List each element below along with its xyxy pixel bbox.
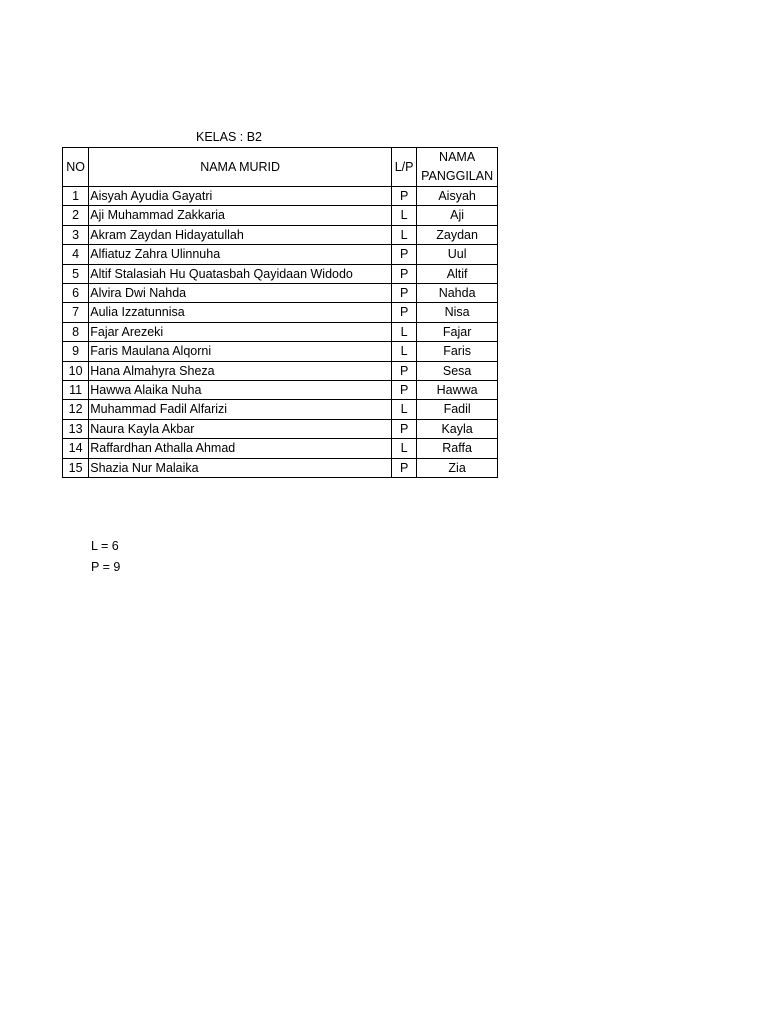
table-row bbox=[63, 361, 498, 380]
row-number: 15 bbox=[63, 458, 89, 477]
student-gender: L bbox=[392, 322, 417, 341]
table-row bbox=[63, 419, 498, 438]
row-number: 1 bbox=[63, 187, 89, 206]
table-row bbox=[63, 284, 498, 303]
student-gender: P bbox=[392, 284, 417, 303]
student-gender: P bbox=[392, 361, 417, 380]
student-name: Fajar Arezeki bbox=[89, 322, 392, 341]
student-name: Faris Maulana Alqorni bbox=[89, 342, 392, 361]
student-name: Naura Kayla Akbar bbox=[89, 419, 392, 438]
student-nickname: Nisa bbox=[417, 303, 498, 322]
header-name: NAMA MURID bbox=[89, 148, 392, 187]
student-name: Alfiatuz Zahra Ulinnuha bbox=[89, 245, 392, 264]
gender-summary bbox=[91, 536, 120, 577]
row-number: 13 bbox=[63, 419, 89, 438]
header-nickname-line2: PANGGILAN bbox=[421, 169, 494, 183]
student-nickname: Altif bbox=[417, 264, 498, 283]
student-nickname: Sesa bbox=[417, 361, 498, 380]
student-nickname: Aji bbox=[417, 206, 498, 225]
student-table bbox=[62, 147, 498, 478]
student-gender: L bbox=[392, 206, 417, 225]
student-nickname: Nahda bbox=[417, 284, 498, 303]
table-row bbox=[63, 458, 498, 477]
student-name: Altif Stalasiah Hu Quatasbah Qayidaan Widodo bbox=[89, 264, 392, 283]
male-count: L = 6 bbox=[91, 539, 119, 553]
student-gender: L bbox=[392, 439, 417, 458]
table-row bbox=[63, 206, 498, 225]
student-gender: P bbox=[392, 419, 417, 438]
header-nickname bbox=[417, 148, 498, 187]
student-gender: P bbox=[392, 381, 417, 400]
student-nickname: Zia bbox=[417, 458, 498, 477]
student-gender: P bbox=[392, 303, 417, 322]
table-row bbox=[63, 225, 498, 244]
student-nickname: Fadil bbox=[417, 400, 498, 419]
row-number: 10 bbox=[63, 361, 89, 380]
student-name: Aulia Izzatunnisa bbox=[89, 303, 392, 322]
row-number: 9 bbox=[63, 342, 89, 361]
student-name: Aisyah Ayudia Gayatri bbox=[89, 187, 392, 206]
student-nickname: Fajar bbox=[417, 322, 498, 341]
row-number: 11 bbox=[63, 381, 89, 400]
table-row bbox=[63, 439, 498, 458]
student-nickname: Zaydan bbox=[417, 225, 498, 244]
table-row bbox=[63, 381, 498, 400]
student-name: Aji Muhammad Zakkaria bbox=[89, 206, 392, 225]
row-number: 8 bbox=[63, 322, 89, 341]
table-row bbox=[63, 342, 498, 361]
table-row bbox=[63, 322, 498, 341]
header-nickname-line1: NAMA bbox=[439, 150, 476, 164]
table-body bbox=[63, 187, 498, 478]
student-name: Hawwa Alaika Nuha bbox=[89, 381, 392, 400]
student-gender: P bbox=[392, 264, 417, 283]
student-name: Hana Almahyra Sheza bbox=[89, 361, 392, 380]
student-name: Raffardhan Athalla Ahmad bbox=[89, 439, 392, 458]
table-row bbox=[63, 264, 498, 283]
student-gender: P bbox=[392, 458, 417, 477]
student-name: Shazia Nur Malaika bbox=[89, 458, 392, 477]
row-number: 12 bbox=[63, 400, 89, 419]
student-gender: P bbox=[392, 245, 417, 264]
student-name: Muhammad Fadil Alfarizi bbox=[89, 400, 392, 419]
row-number: 6 bbox=[63, 284, 89, 303]
row-number: 7 bbox=[63, 303, 89, 322]
student-nickname: Faris bbox=[417, 342, 498, 361]
row-number: 14 bbox=[63, 439, 89, 458]
class-label: KELAS : B2 bbox=[196, 130, 263, 144]
row-number: 5 bbox=[63, 264, 89, 283]
student-nickname: Raffa bbox=[417, 439, 498, 458]
table-row bbox=[63, 303, 498, 322]
student-gender: P bbox=[392, 187, 417, 206]
row-number: 3 bbox=[63, 225, 89, 244]
row-number: 2 bbox=[63, 206, 89, 225]
row-number: 4 bbox=[63, 245, 89, 264]
header-no: NO bbox=[63, 148, 89, 187]
table-row bbox=[63, 400, 498, 419]
student-nickname: Aisyah bbox=[417, 187, 498, 206]
table-row bbox=[63, 187, 498, 206]
female-count: P = 9 bbox=[91, 559, 121, 574]
header-gender: L/P bbox=[392, 148, 417, 187]
student-nickname: Uul bbox=[417, 245, 498, 264]
student-name: Alvira Dwi Nahda bbox=[89, 284, 392, 303]
student-name: Akram Zaydan Hidayatullah bbox=[89, 225, 392, 244]
table-row bbox=[63, 245, 498, 264]
student-gender: L bbox=[392, 400, 417, 419]
table-header-row bbox=[63, 148, 498, 187]
student-gender: L bbox=[392, 225, 417, 244]
student-nickname: Kayla bbox=[417, 419, 498, 438]
student-nickname: Hawwa bbox=[417, 381, 498, 400]
student-gender: L bbox=[392, 342, 417, 361]
